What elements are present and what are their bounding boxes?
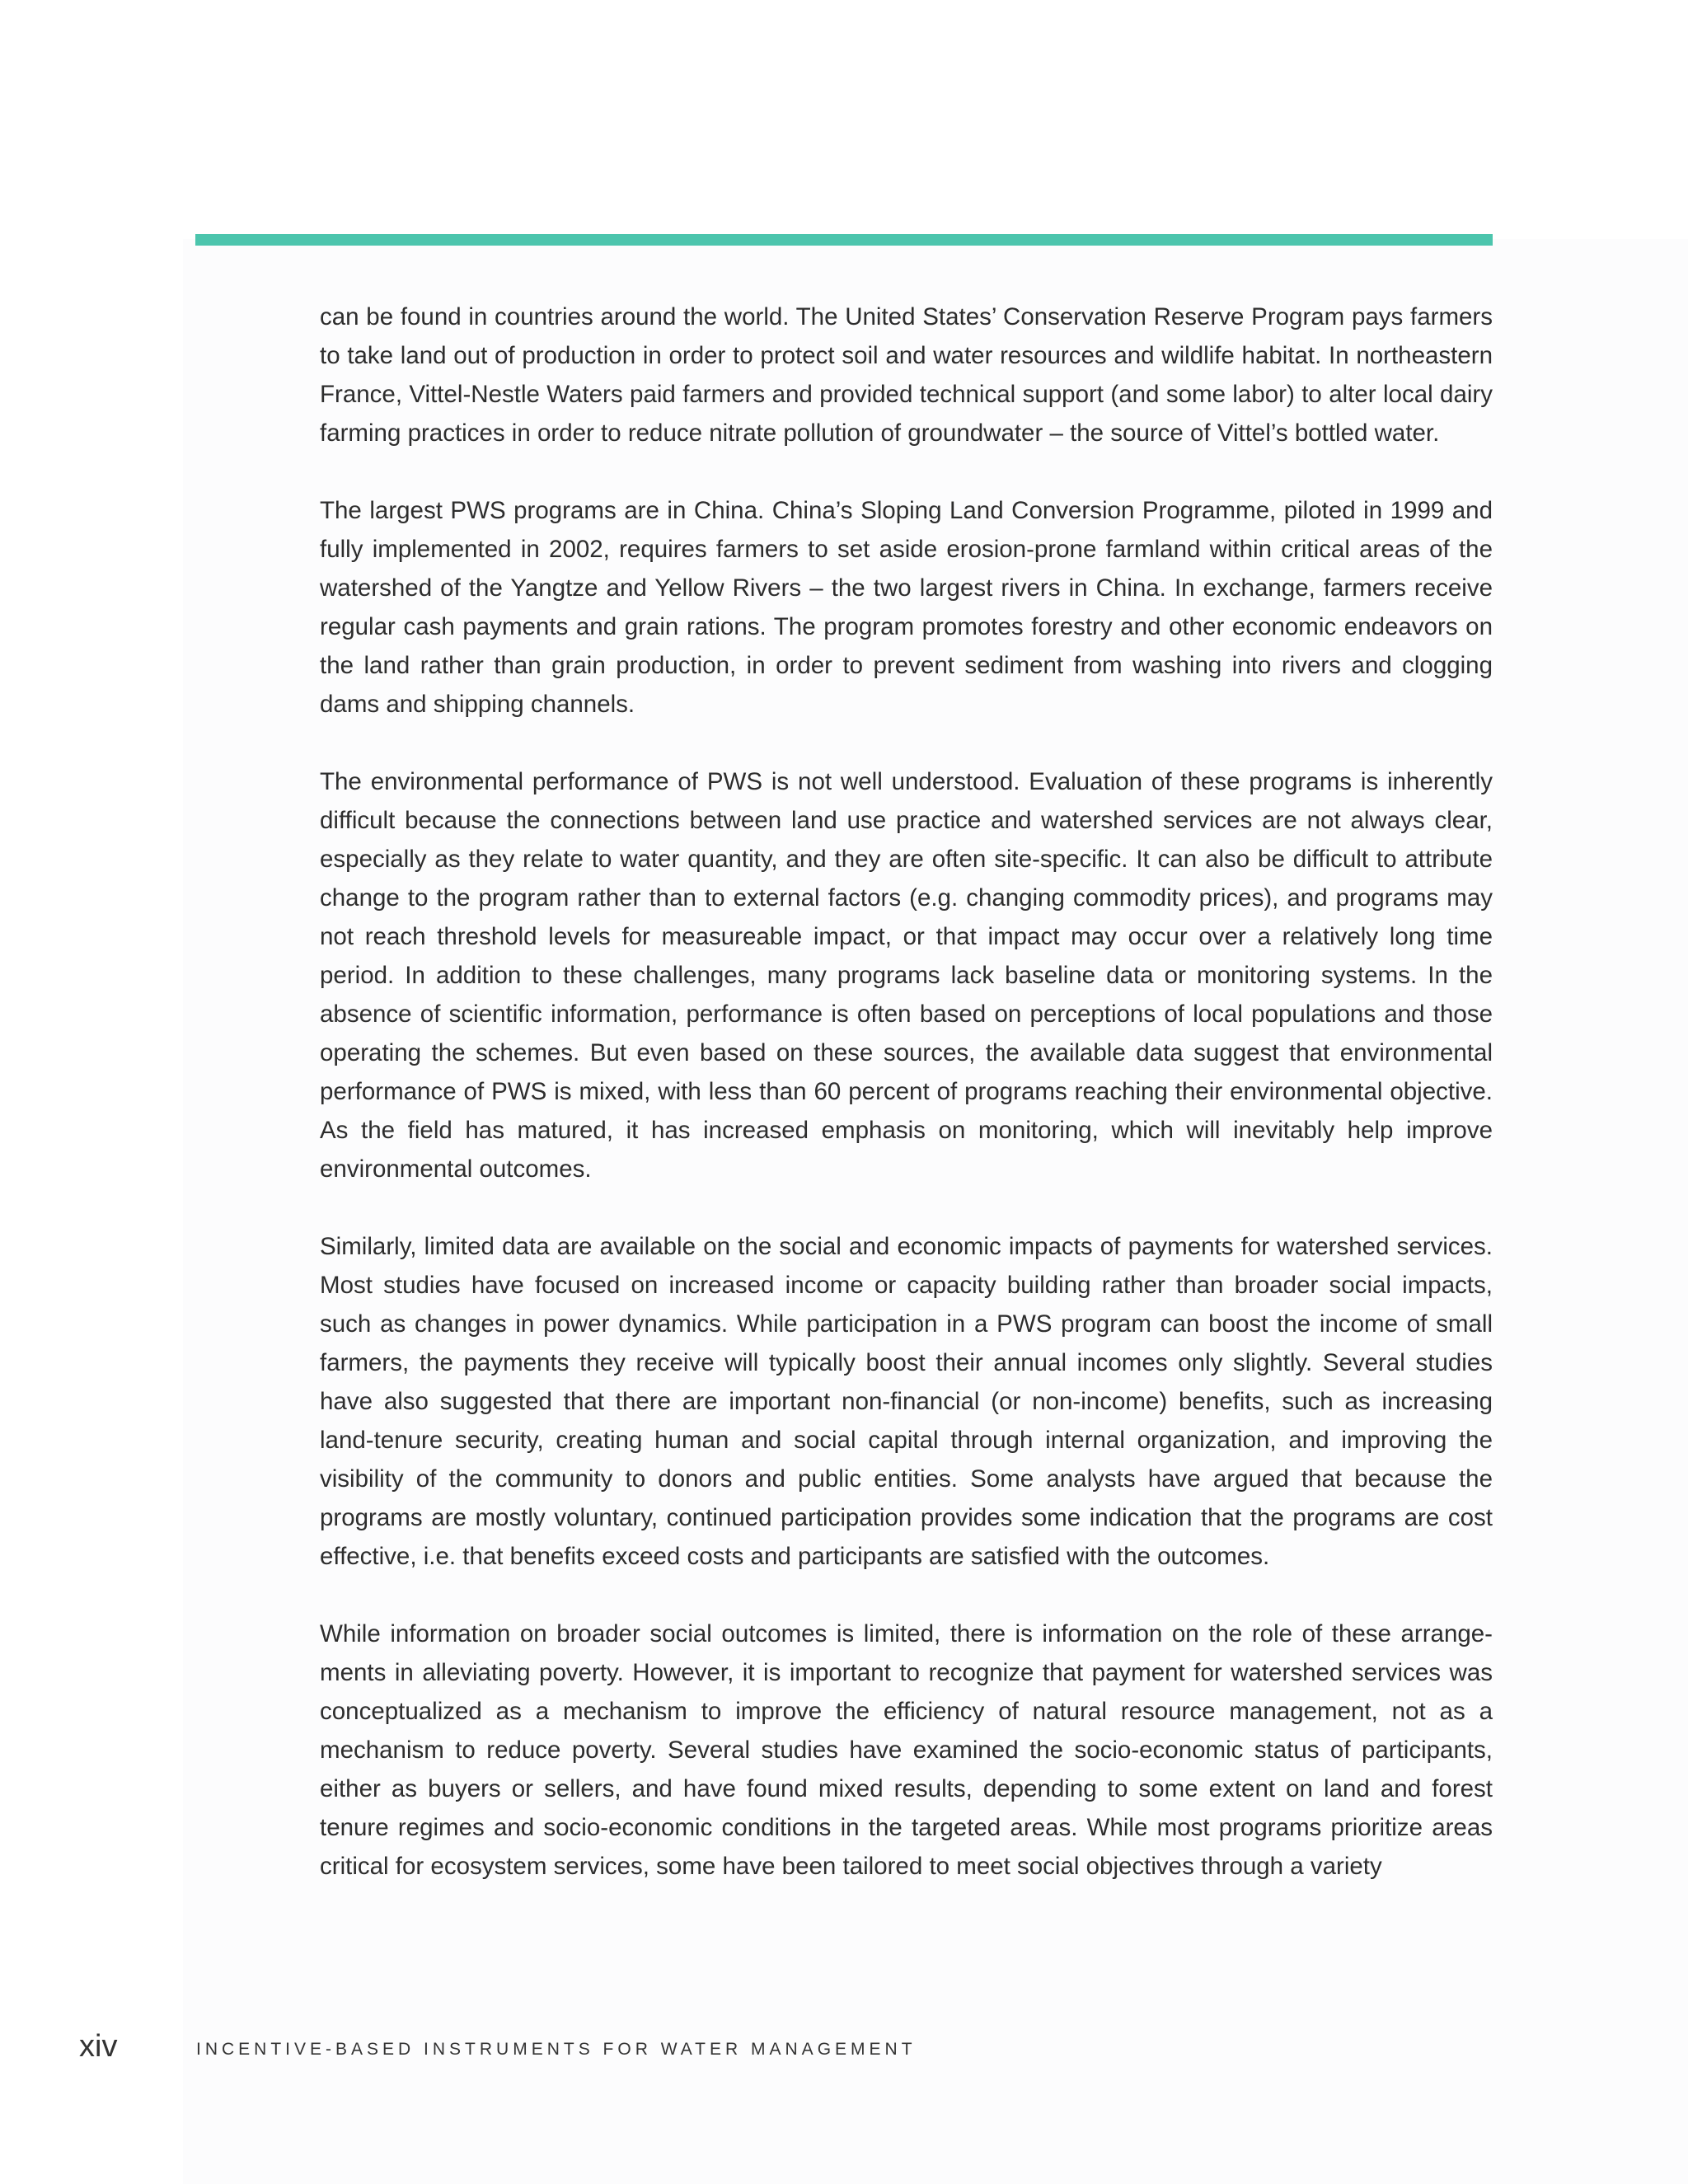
paragraph: can be found in countries around the world. The United States’ Conservation Reserve Program pays farmers to take land out of production in order to protect soil and water resources and wildlife habitat. In northeastern France, Vittel-Nestle Waters paid farmers and provided technical support (and some labor) to alter local dairy farming practices in order to reduce nitrate pollution of groundwater – the source of Vittel’s bottled water.: [320, 303, 1493, 447]
body-text: [320, 298, 1493, 1924]
paragraph: The largest PWS programs are in China. China’s Sloping Land Conversion Programme, piloted in 1999 and fully implemented in 2002, requires farmers to set aside erosion-prone farmland within critical areas of the watershed of the Yangtze and Yellow Rivers – the two largest rivers in China. In exchange, farmers receive regular cash payments and grain rations. The program promotes forestry and other economic endeavors on the land rather than grain production, in order to prevent sediment from washing into rivers and clogging dams and shipping channels.: [320, 497, 1493, 718]
accent-rule: [195, 234, 1493, 246]
running-title: INCENTIVE-BASED INSTRUMENTS FOR WATER MANAGEMENT: [196, 2040, 917, 2059]
paragraph: While information on broader social outcomes is limited, there is information on the role of these arrangements in alleviating poverty. However, it is important to recognize that payment for watershed services was conceptualized as a mechanism to improve the efficiency of natural resource management, not as a mechanism to reduce poverty. Several studies have examined the socio-economic status of participants, either as buyers or sellers, and have found mixed results, depending to some extent on land and forest tenure regimes and socio-economic conditions in the targeted areas. While most programs prioritize areas critical for ecosystem services, some have been tailored to meet social objectives through a variety: [320, 1620, 1493, 1880]
page-number: xiv: [79, 2029, 118, 2064]
paragraph: The environmental performance of PWS is not well understood. Evaluation of these programs is inherently difficult because the connections between land use practice and watershed services are not always clear, especially as they relate to water quantity, and they are often site-specific. It can also be difficult to attribute change to the program rather than to external factors (e.g. changing commodity prices), and programs may not reach threshold levels for measureable impact, or that impact may occur over a relatively long time period. In addition to these challenges, many programs lack baseline data or monitoring systems. In the absence of scientific information, performance is often based on perceptions of local populations and those operating the schemes. But even based on these sources, the available data suggest that environmental performance of PWS is mixed, with less than 60 percent of programs reaching their environmental objective. As the field has matured, it has increased emphasis on monitoring, which will inevitably help improve environmental outcomes.: [320, 768, 1493, 1183]
paragraph: Similarly, limited data are available on the social and economic impacts of payments for watershed services. Most studies have focused on increased income or capacity building rather than broader social impacts, such as changes in power dynamics. While participation in a PWS program can boost the income of small farmers, the payments they receive will typically boost their annual incomes only slightly. Several studies have also suggested that there are important non-financial (or non-income) benefits, such as increasing land-tenure security, creating human and social capital through internal organization, and improving the visibility of the community to donors and public entities. Some analysts have argued that because the programs are mostly voluntary, continued participation provides some indication that the programs are cost effective, i.e. that benefits exceed costs and participants are satisfied with the outcomes.: [320, 1233, 1493, 1570]
